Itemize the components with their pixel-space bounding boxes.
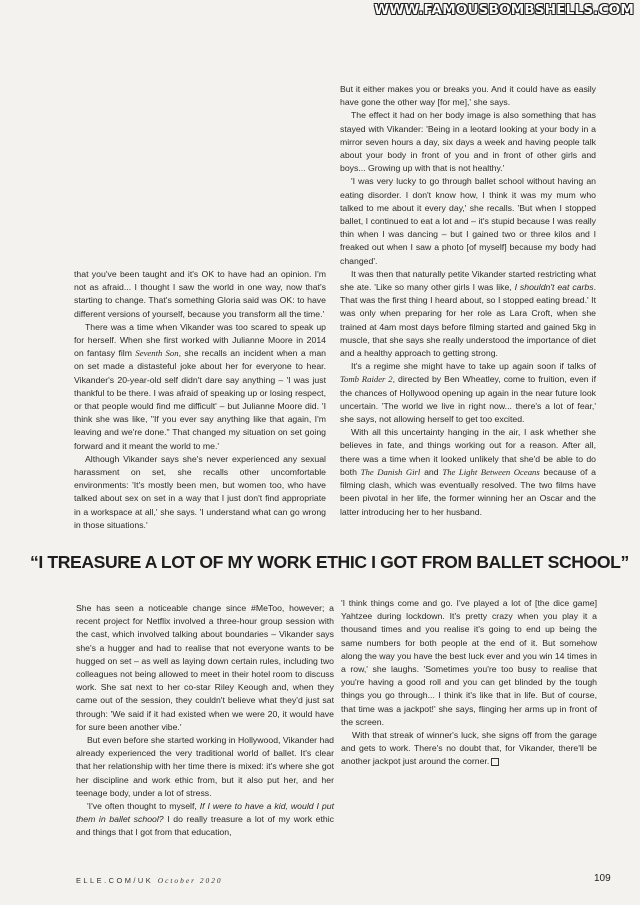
paragraph: 'I think things come and go. I've played a lot of [the dice game] Yahtzee during lockdown. It's pretty crazy when you play it a thousand times and you realise it's going to end up being the same numbers for both people at the end of it. But somehow along the way you have the best luck ever and you win 14 times in a row,' she laughs. 'Sometimes you're too busy to realise that you're having a good roll and you can get blinded by the tough things you go through... I think it's like that in life. But of course, that time was a jackpot!' she says, flinging her arms up in front of the screen.	[341, 598, 597, 727]
paragraph: It was then that naturally petite Vikander started restricting what she ate. 'Like so many other girls I was like, I shouldn't eat carbs. That was the first thing I heard about, so I stopped eating bread.' It was only when preparing for her role as Lara Croft, when she trained at 4am most days before filming started and gained 5kg in muscle, that she says she really understood the importance of diet and a healthy approach to getting strong.	[340, 268, 596, 359]
pull-quote: “I TREASURE A LOT OF MY WORK ETHIC I GOT FROM BALLET SCHOOL”	[30, 552, 629, 572]
article-column-bottom-right	[341, 597, 597, 769]
paragraph: There was a time when Vikander was too scared to speak up for herself. When she first worked with Julianne Moore in 2014 on fantasy film Seventh Son, she recalls an incident when a man on set made a distasteful joke about her for everyone to hear. Vikander's 20-year-old self didn't dare say anything – 'I was just thankful to be there. I was afraid of speaking up or losing respect, or that people would find me difficult' – but Julianne Moore did. 'I think she was like, "If you ever say anything like that again, I'm leaving and we're done." That changed my situation on set going forward and it meant the world to me.'	[74, 321, 326, 451]
page-number: 109	[594, 873, 611, 884]
paragraph: But even before she started working in Hollywood, Vikander had already experienced the very traditional world of ballet. It's clear that her relationship with her time there is mixed: it's where she got her discipline and work ethic from, but it also put her, and her teenage body, under a lot of stress.	[76, 735, 334, 798]
paragraph: With all this uncertainty hanging in the air, I ask whether she believes in fate, and things working out for a reason. After all, there was a time when it looked unlikely that she'd be able to do both The Danish Girl and The Light Between Oceans because of a filming clash, which was eventually resolved. The two films have been pivotal in her life, the former winning her an Oscar and the latter introducing her to her husband.	[340, 427, 596, 517]
film-title: The Danish Girl	[360, 466, 421, 477]
footer-issue: October 2020	[157, 876, 223, 885]
paragraph: She has seen a noticeable change since #MeToo, however; a recent project for Netflix involved a three-hour group session with the cast, which involved talking about boundaries – Vikander says she's a hugger and had to realise that not everyone wants to be hugged on set – as well as laying down certain rules, including two colleagues not being allowed to meet in their hotel room to discuss work. She sat next to her co-star Riley Keough and, when they came out of the session, they couldn't believe what they'd just sat through: 'We said if it had existed when we were 20, it would have for sure been another vibe.'	[76, 603, 334, 732]
footer-site: ELLE.COM/UK	[76, 876, 154, 885]
film-title: Tomb Raider 2	[340, 374, 393, 385]
paragraph: The effect it had on her body image is also something that has stayed with Vikander: 'Being in a leotard looking at your body in a mirror seven hours a day, six days a week and having people talk about your body in front of you and in front of other girls and boys... Growing up with that is not healthy.'	[340, 110, 596, 174]
article-column-top-right	[340, 83, 596, 519]
end-mark-icon	[491, 758, 499, 766]
paragraph: It's a regime she might have to take up again soon if talks of Tomb Raider 2, directed by Ben Wheatley, come to fruition, even if the chances of Hollywood opening up again in the near future look uncertain. 'The world we live in right now... there's a lot of fear,' she says, not allowing herself to get too excited.	[340, 361, 596, 425]
paragraph: Although Vikander says she's never experienced any sexual harassment on set, she recalls other uncomfortable environments: 'It's mostly been men, but women too, who have talked about sex on set in a way that I just don't find appropriate in a workspace at all,' she says. 'I understand what can go wrong in those situations.'	[74, 453, 326, 530]
emphasis: I shouldn't eat carbs	[514, 282, 594, 293]
watermark: WWW.FAMOUSBOMBSHELLS.COM	[374, 2, 634, 18]
article-column-bottom-left	[76, 602, 334, 840]
emphasis: If I were to have a kid, would I put them in ballet school?	[76, 801, 334, 825]
paragraph: 'I've often thought to myself, If I were to have a kid, would I put them in ballet school? I do really treasure a lot of my work ethic and things that I got from that education,	[76, 801, 335, 838]
paragraph: With that streak of winner's luck, she signs off from the garage and gets to work. There's no doubt that, for Vikander, there'll be another jackpot just around the corner.	[341, 730, 597, 767]
paragraph: 'I was very lucky to go through ballet school without having an eating disorder. I don't know how, I think it was my mum who talked to me about it every day,' she recalls. 'But when I stopped ballet, I continued to eat a lot and – it's stupid because I was really thin when I was dancing – but I gained two or three kilos and I freaked out when I saw a photo [of myself] because my body had changed'.	[340, 176, 596, 266]
paragraph: But it either makes you or breaks you. And it could have as easily have gone the other way [for me],' she says.	[340, 84, 596, 108]
film-title: The Light Between Oceans	[442, 466, 540, 477]
film-title: Seventh Son	[135, 348, 179, 359]
paragraph: that you've been taught and it's OK to have had an opinion. I'm not as afraid... I thought I saw the world in one way, now that's starting to change. That's something Gloria said was OK: to have different versions of yourself, because you transform all the time.'	[74, 269, 326, 319]
article-column-top-left	[74, 268, 326, 532]
footer-folio	[76, 876, 223, 885]
